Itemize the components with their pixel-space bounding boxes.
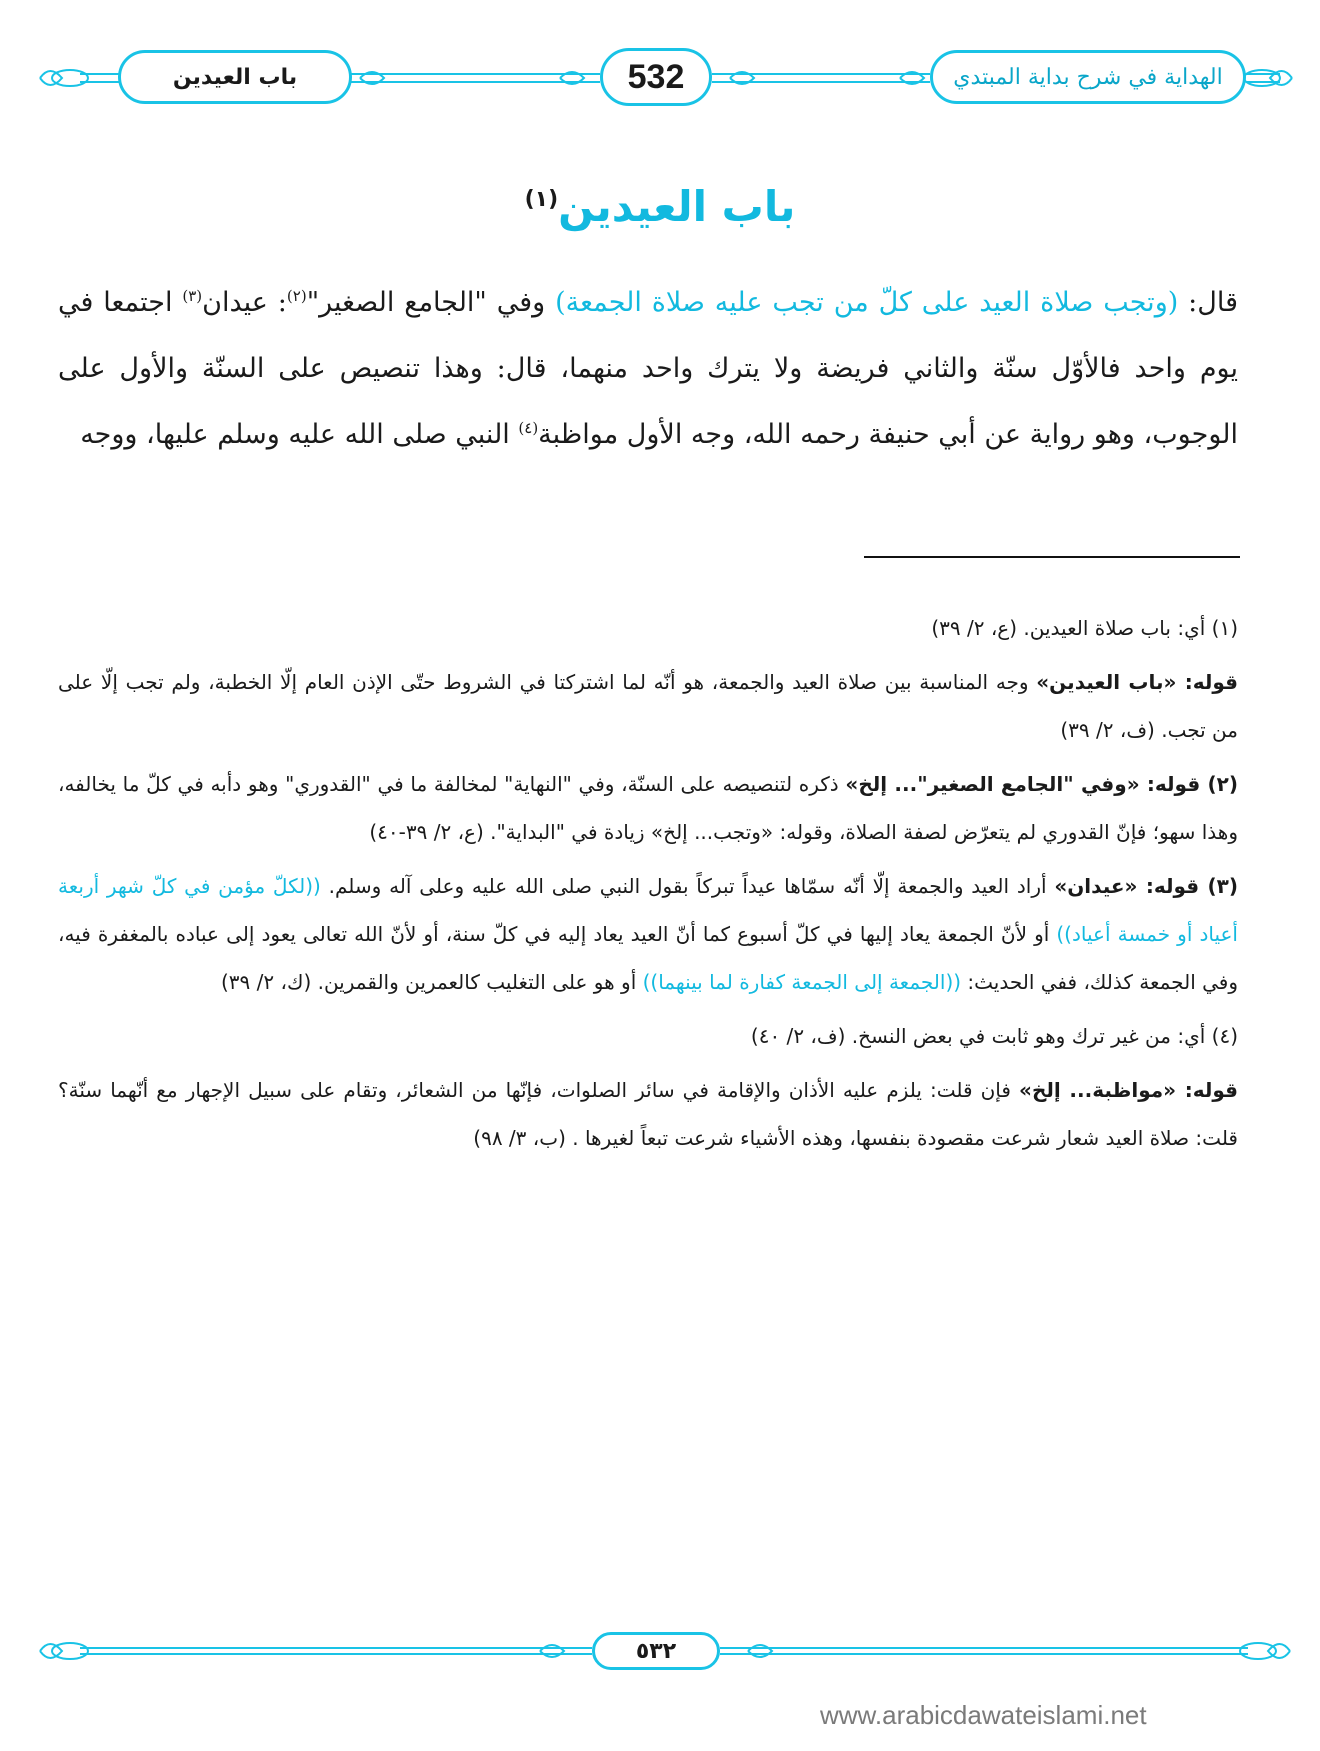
main-text-part: النبي صلى الله عليه وسلم عليها، ووجه [80,419,519,450]
main-text-part: : عيدان [202,287,287,318]
footnote-text: أو لأنّ الجمعة يعاد إليها في كلّ أسبوع كما أنّ العيد يعاد إليه في كلّ سنة، أو لأنّ الله تعالى يعود إلى عباده بالمغفرة فيه، وفي الجمعة كذلك، ففي الحديث: [58,922,1238,994]
footnote-4-commentary [58,1066,1238,1162]
footnote-text: ذكره لتنصيصه على السنّة، وفي "النهاية" لمخالفة ما في "القدوري" وهو دأبه في كلّ ما يخالفه، وهذا سهو؛ فإنّ القدوري لم يتعرّض لصفة الصلاة، وقوله: «وتجب... إلخ» زيادة في "البداية". (ع، ٢/ ٣٩-٤٠) [58,772,1238,844]
footnote-3 [58,862,1238,1006]
footnote-mark: (٤) [518,419,539,437]
footnote-label: قوله: «مواظبة... إلخ» [1019,1078,1238,1102]
chapter-title [0,182,1320,231]
main-text-part: اجتمعا في يوم واحد فالأوّل سنّة والثاني فريضة ولا يترك واحد منهما، قال: وهذا تنصيص على السنّة والأول على الوجوب، وهو رواية عن أبي حنيفة رحمه الله، وجه الأول مواظبة [58,287,1238,450]
matn-quote: (وتجب صلاة العيد على كلّ من تجب عليه صلاة الجمعة) [555,287,1179,318]
footnotes [58,604,1238,1168]
footnote-1-commentary [58,658,1238,754]
main-text [58,270,1238,468]
hadith-quote: ((الجمعة إلى الجمعة كفارة لما بينهما)) [642,970,962,994]
hadith-quote: ((لكلّ مؤمن في كلّ شهر أربعة أعياد أو خمسة أعياد)) [58,874,1238,946]
main-text-part: وفي "الجامع الصغير" [306,287,556,318]
footnote-text: أو هو على التغليب كالعمرين والقمرين. (ك، ٢/ ٣٩) [220,970,643,994]
chapter-title-text: باب العيدين [558,182,796,231]
footnote-label: (٢) قوله: «وفي "الجامع الصغير"... إلخ» [845,772,1238,796]
footnote-label: (٣) قوله: «عيدان» [1054,874,1238,898]
footer-page-number: ٥٣٢ [592,1632,720,1670]
main-text-part: قال: [1178,287,1238,318]
footnote-mark: (٣) [182,287,203,305]
book-title: الهداية في شرح بداية المبتدي [930,50,1246,104]
footnote-text: وجه المناسبة بين صلاة العيد والجمعة، هو أنّه لما اشتركتا في الشروط حتّى الإذن العام إلّا الخطبة، ولم تجب إلّا على من تجب. (ف، ٢/ ٣٩) [58,670,1238,742]
footnote-2 [58,760,1238,856]
footnote-label: قوله: «باب العيدين» [1036,670,1238,694]
watermark: www.arabicdawateislami.net [820,1700,1147,1730]
chapter-header-label: باب العيدين [118,50,352,104]
footnote-text: فإن قلت: يلزم عليه الأذان والإقامة في سائر الصلوات، فإنّها من الشعائر، وتقام على سبيل الإجهار مع أنّهما سنّة؟ قلت: صلاة العيد شعار شرعت مقصودة بنفسها، وهذه الأشياء شرعت تبعاً لغيرها . (ب، ٣/ ٩٨) [58,1078,1238,1150]
footnote-mark: (٢) [286,287,307,305]
footnote-divider [864,556,1240,558]
footnote-4: (٤) أي: من غير ترك وهو ثابت في بعض النسخ. (ف، ٢/ ٤٠) [750,1024,1238,1048]
footnote-1: (١) أي: باب صلاة العيدين. (ع، ٢/ ٣٩) [931,616,1238,640]
page-number: 532 [600,48,712,106]
footnote-text: أراد العيد والجمعة إلّا أنّه سمّاها عيداً تبركاً بقول النبي صلى الله عليه وعلى آله وسلم. [320,874,1055,898]
title-footnote-mark: (١) [524,187,559,212]
